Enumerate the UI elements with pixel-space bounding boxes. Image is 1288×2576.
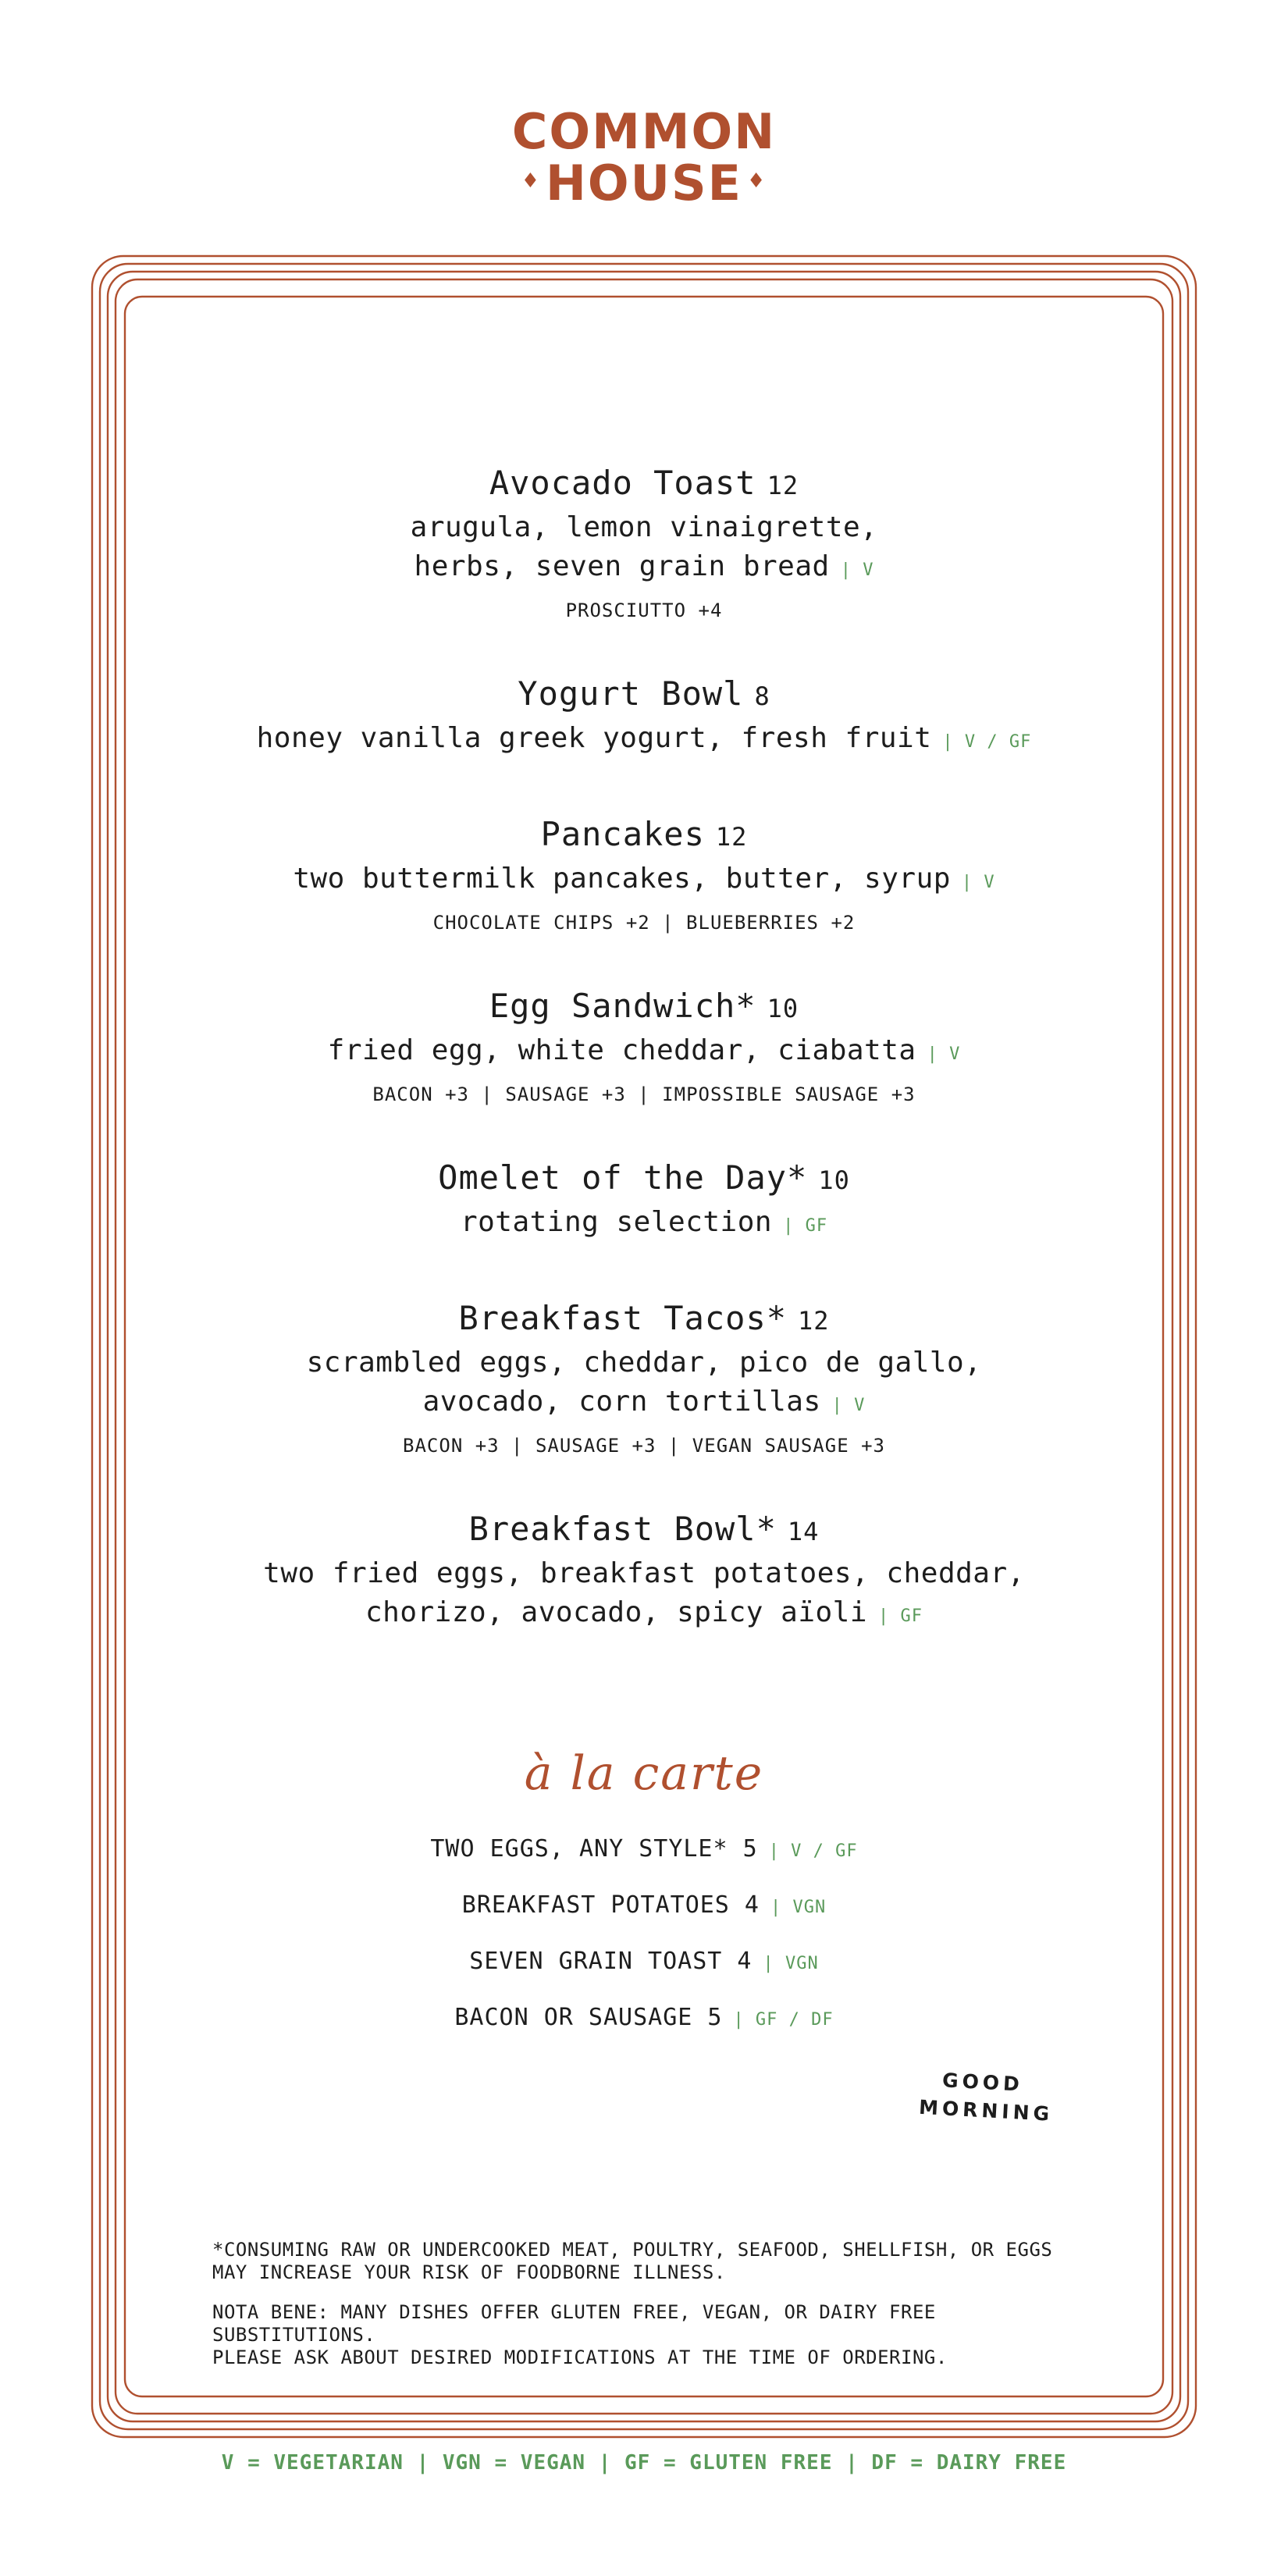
item-name: Egg Sandwich* [489, 987, 756, 1025]
diamond-icon: ♦ [521, 169, 542, 193]
item-description-text: fried egg, white cheddar, ciabatta [327, 1034, 916, 1066]
item-name: Breakfast Bowl* [468, 1510, 777, 1548]
item-description-text: rotating selection [460, 1206, 773, 1238]
item-name: Omelet of the Day* [438, 1158, 808, 1197]
item-price: 10 [767, 994, 799, 1023]
item-description [0, 719, 1288, 762]
item-description [0, 1031, 1288, 1074]
alacarte-item [0, 1822, 1288, 1878]
item-addons: BACON +3 | SAUSAGE +3 | VEGAN SAUSAGE +3 [403, 1435, 885, 1457]
alacarte-list [0, 1822, 1288, 2047]
item-title [0, 1155, 1288, 1203]
item-title [0, 812, 1288, 859]
alacarte-section [0, 1742, 1288, 2047]
item-price: 10 [818, 1165, 850, 1195]
breakfast-menu [0, 461, 1288, 1686]
diet-tag: | V [831, 1396, 866, 1415]
item-addons: CHOCOLATE CHIPS +2 | BLUEBERRIES +2 [432, 912, 856, 934]
item-addons: PROSCIUTTO +4 [565, 600, 723, 621]
item-price: 12 [767, 471, 799, 500]
good-morning-line-1: GOOD [941, 2069, 1024, 2096]
diet-tag: | GF / DF [733, 2010, 834, 2030]
diet-tag: | V [961, 873, 995, 892]
item-price: 8 [754, 681, 770, 711]
logo-line-1: COMMON [511, 103, 777, 160]
item-name: Avocado Toast [489, 464, 756, 502]
item-description-text: arugula, lemon vinaigrette, herbs, seven grain bread [410, 511, 878, 582]
diet-tag: | GF [783, 1216, 828, 1236]
item-price: 14 [787, 1517, 820, 1546]
item-description-text: two buttermilk pancakes, butter, syrup [293, 863, 951, 895]
diet-tag: | V / GF [942, 732, 1032, 752]
alacarte-item [0, 1934, 1288, 1991]
item-description [0, 1554, 1288, 1636]
logo-word-house: HOUSE [546, 155, 742, 212]
item-title [0, 1507, 1288, 1554]
item-title [0, 984, 1288, 1031]
raw-food-warning: *CONSUMING RAW OR UNDERCOOKED MEAT, POULTRY, SEAFOOD, SHELLFISH, OR EGGS MAY INCREASE YOUR RISK OF FOODBORNE ILLNESS. [212, 2239, 1053, 2283]
item-title [0, 461, 1288, 508]
good-morning-line-2: MORNING [918, 2095, 1054, 2126]
item-description [0, 1343, 1288, 1425]
alacarte-item-label: SEVEN GRAIN TOAST 4 [469, 1948, 753, 1975]
item-title [0, 671, 1288, 719]
menu-item [0, 1296, 1288, 1457]
item-description-text: honey vanilla greek yogurt, fresh fruit [256, 722, 932, 754]
alacarte-item-label: BREAKFAST POTATOES 4 [461, 1891, 760, 1919]
menu-item [0, 812, 1288, 934]
item-price: 12 [798, 1306, 830, 1336]
item-name: Yogurt Bowl [518, 674, 744, 713]
menu-item [0, 671, 1288, 762]
item-description-text: two fried eggs, breakfast potatoes, cheddar, chorizo, avocado, spicy aïoli [263, 1557, 1025, 1628]
item-name: Pancakes [540, 815, 705, 853]
alacarte-title: à la carte [524, 1746, 764, 1801]
diet-legend: V = VEGETARIAN | VGN = VEGAN | GF = GLUTEN FREE | DF = DAIRY FREE [221, 2451, 1067, 2475]
diet-tag: | VGN [770, 1898, 827, 1917]
alacarte-item-label: BACON OR SAUSAGE 5 [454, 2004, 723, 2031]
item-title [0, 1296, 1288, 1343]
diet-tag: | V [927, 1044, 961, 1064]
alacarte-item [0, 1878, 1288, 1934]
good-morning-stamp [918, 2065, 1054, 2128]
item-description [0, 508, 1288, 590]
menu-item [0, 1507, 1288, 1636]
item-description [0, 1203, 1288, 1246]
footnotes [212, 2239, 1110, 2386]
diet-tag: | V [840, 560, 874, 580]
item-addons: BACON +3 | SAUSAGE +3 | IMPOSSIBLE SAUSAGE +3 [372, 1083, 916, 1105]
diamond-icon: ♦ [746, 169, 767, 193]
menu-item [0, 1155, 1288, 1246]
diet-tag: | VGN [763, 1954, 819, 1973]
diet-tag: | V / GF [768, 1841, 858, 1861]
item-name: Breakfast Tacos* [458, 1299, 788, 1337]
nota-bene: NOTA BENE: MANY DISHES OFFER GLUTEN FREE, VEGAN, OR DAIRY FREE SUBSTITUTIONS. PLEASE ASK ABOUT DESIRED MODIFICATIONS AT THE TIME OF ORDERING. [212, 2301, 948, 2368]
menu-item [0, 984, 1288, 1105]
item-description-text: scrambled eggs, cheddar, pico de gallo, avocado, corn tortillas [306, 1347, 982, 1418]
diet-tag: | GF [878, 1606, 923, 1626]
item-description [0, 859, 1288, 902]
item-price: 12 [715, 822, 748, 852]
menu-item [0, 461, 1288, 621]
alacarte-item-label: TWO EGGS, ANY STYLE* 5 [430, 1835, 758, 1863]
alacarte-item [0, 1991, 1288, 2047]
